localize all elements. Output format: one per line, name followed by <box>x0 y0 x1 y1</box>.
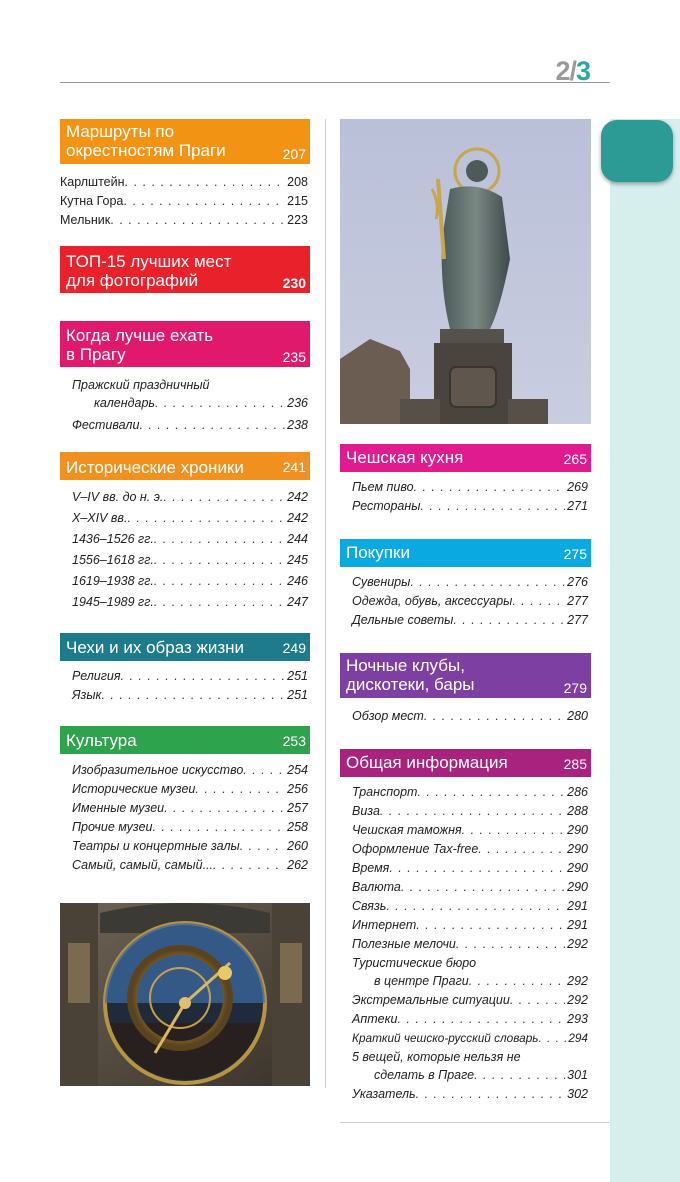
toc-entry[interactable]: 1619–1938 гг. . . . 246 <box>72 571 308 592</box>
toc-entry[interactable]: Краткий чешско-русский словарь . . . 294 <box>352 1029 588 1048</box>
toc-list-shopping <box>352 573 588 630</box>
section-title: Культура <box>66 731 137 750</box>
section-title-line: Когда лучше ехать <box>66 326 214 345</box>
section-page: 285 <box>563 756 587 772</box>
section-header-history[interactable] <box>60 452 310 480</box>
section-page: 241 <box>282 459 306 475</box>
toc-entry[interactable]: Самый, самый, самый... . . . 262 <box>72 856 308 875</box>
section-title: Чехи и их образ жизни <box>66 638 245 657</box>
toc-list-general-info <box>352 783 588 1104</box>
section-title-line: в Прагу <box>66 345 126 364</box>
toc-entry[interactable]: в центре Праги . . . 292 <box>352 972 588 991</box>
toc-entry[interactable]: Связь . . . 291 <box>352 897 588 916</box>
section-header-nightlife[interactable] <box>340 653 591 698</box>
section-page: 253 <box>282 733 306 749</box>
section-page: 249 <box>282 640 306 656</box>
toc-entry[interactable]: Обзор мест . . . 280 <box>352 707 588 726</box>
toc-entry[interactable]: Транспорт . . . 286 <box>352 783 588 802</box>
section-header-general-info[interactable] <box>340 749 591 777</box>
toc-entry[interactable]: Кутна Гора . . . 215 <box>60 192 308 211</box>
section-page: 235 <box>282 349 306 365</box>
section-title-line: ТОП-15 лучших мест <box>66 252 232 271</box>
section-title-line: дискотеки, бары <box>346 675 475 694</box>
toc-entry[interactable]: Аптеки . . . 293 <box>352 1010 588 1029</box>
toc-entry[interactable]: Изобразительное искусство . . . 254 <box>72 761 308 780</box>
toc-entry[interactable]: 1556–1618 гг. . . . 245 <box>72 550 308 571</box>
toc-entry-first-line: Пражский праздничный <box>72 378 210 392</box>
toc-entry[interactable]: Виза . . . 288 <box>352 802 588 821</box>
header-rule <box>60 82 610 83</box>
toc-entry[interactable]: календарь . . . 236 <box>72 394 308 413</box>
astronomical-clock-photo <box>60 903 310 1086</box>
side-tab-strip <box>610 119 680 1182</box>
chapter-tab <box>601 120 673 182</box>
section-page: 207 <box>282 146 306 162</box>
toc-entry[interactable]: 1436–1526 гг. . . . 244 <box>72 529 308 550</box>
section-title: Покупки <box>346 543 410 562</box>
toc-entry[interactable]: Одежда, обувь, аксессуары . . . 277 <box>352 592 588 611</box>
section-title: Общая информация <box>346 753 508 772</box>
section-header-cuisine[interactable] <box>340 444 591 472</box>
toc-entry[interactable]: сделать в Праге . . . 301 <box>352 1066 588 1085</box>
toc-entry[interactable]: Прочие музеи . . . 258 <box>72 818 308 837</box>
toc-entry[interactable]: Указатель . . . 302 <box>352 1085 588 1104</box>
toc-entry[interactable]: Экстремальные ситуации . . . 292 <box>352 991 588 1010</box>
toc-list-cuisine <box>352 478 588 516</box>
toc-list-history <box>72 487 308 613</box>
toc-entry[interactable]: Исторические музеи . . . 256 <box>72 780 308 799</box>
toc-list-culture <box>72 761 308 875</box>
toc-entry[interactable]: Сувениры . . . 276 <box>352 573 588 592</box>
page-number: 2/3 <box>555 56 590 86</box>
toc-entry[interactable]: Пьем пиво . . . 269 <box>352 478 588 497</box>
section-page: 279 <box>563 680 587 696</box>
toc-entry[interactable]: Оформление Tax-free . . . 290 <box>352 840 588 859</box>
toc-entry[interactable]: Время . . . 290 <box>352 859 588 878</box>
column-divider <box>325 119 326 1088</box>
section-title: Чешская кухня <box>346 448 464 467</box>
toc-entry[interactable]: Полезные мелочи . . . 292 <box>352 935 588 954</box>
toc-entry[interactable]: Театры и концертные залы . . . 260 <box>72 837 308 856</box>
toc-entry[interactable]: 1945–1989 гг. . . . 247 <box>72 592 308 613</box>
toc-entry[interactable]: Валюта . . . 290 <box>352 878 588 897</box>
toc-entry[interactable]: Рестораны . . . 271 <box>352 497 588 516</box>
toc-entry[interactable]: Язык . . . 251 <box>72 686 308 705</box>
statue-photo <box>340 119 591 424</box>
section-header-shopping[interactable] <box>340 539 591 567</box>
toc-entry-first-line: 5 вещей, которые нельзя не <box>352 1050 521 1064</box>
toc-entry[interactable]: V–IV вв. до н. э. . . . 242 <box>72 487 308 508</box>
toc-entry-first-line: Туристические бюро <box>352 956 477 970</box>
toc-list-routes <box>60 173 308 230</box>
section-header-when[interactable] <box>60 321 310 367</box>
section-title-line: Маршруты по <box>66 122 175 141</box>
toc-entry[interactable]: Именные музеи . . . 257 <box>72 799 308 818</box>
toc-entry[interactable]: X–XIV вв. . . . 242 <box>72 508 308 529</box>
section-header-czechs[interactable] <box>60 633 310 661</box>
section-header-routes[interactable] <box>60 119 310 164</box>
astronomical-clock-illustration <box>60 903 310 1086</box>
section-title-line: для фотографий <box>66 271 198 290</box>
section-header-top15[interactable] <box>60 246 310 293</box>
toc-entry[interactable]: Интернет . . . 291 <box>352 916 588 935</box>
toc-entry[interactable]: Мельник . . . 223 <box>60 211 308 230</box>
toc-entry[interactable]: Фестивали . . . 238 <box>72 416 308 435</box>
toc-entry[interactable]: Чешская таможня . . . 290 <box>352 821 588 840</box>
toc-list-czechs <box>72 667 308 705</box>
section-page: 265 <box>563 451 587 467</box>
toc-list-nightlife <box>352 707 588 726</box>
section-page: 275 <box>563 546 587 562</box>
toc-list-when <box>72 376 308 435</box>
section-page: 230 <box>282 275 306 291</box>
section-title-line: Ночные клубы, <box>346 656 465 675</box>
footer-rule <box>340 1122 610 1123</box>
section-title: Исторические хроники <box>66 458 244 477</box>
statue-illustration <box>340 119 591 424</box>
toc-entry[interactable]: Религия . . . 251 <box>72 667 308 686</box>
section-title-line: окрестностям Праги <box>66 141 226 160</box>
section-header-culture[interactable] <box>60 726 310 754</box>
toc-entry[interactable]: Карлштейн . . . 208 <box>60 173 308 192</box>
toc-entry[interactable]: Дельные советы . . . 277 <box>352 611 588 630</box>
